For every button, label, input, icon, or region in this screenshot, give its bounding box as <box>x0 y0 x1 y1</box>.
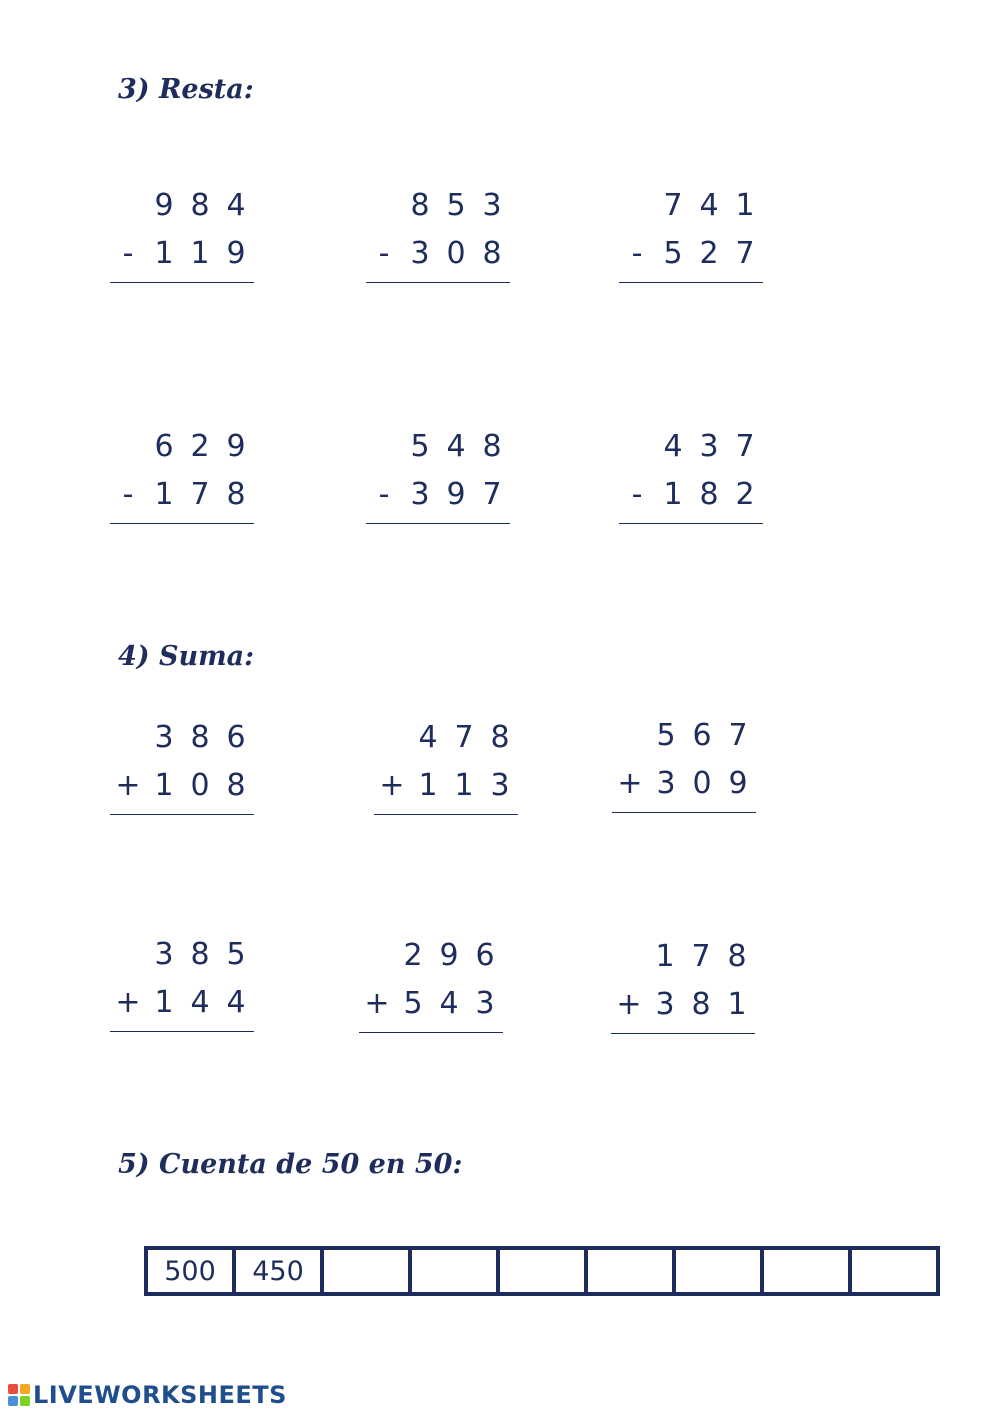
digit: 4 <box>446 429 466 464</box>
digit: 3 <box>410 236 430 271</box>
digit: 8 <box>190 937 210 972</box>
subtraction-problem-6 <box>619 429 763 529</box>
count-cell-answer[interactable] <box>586 1248 674 1294</box>
digit: 4 <box>226 188 246 223</box>
addition-problem-3 <box>612 718 756 818</box>
digit: 8 <box>482 236 502 271</box>
count-cell-answer[interactable] <box>850 1248 938 1294</box>
digit: 1 <box>655 939 675 974</box>
count-cell-answer[interactable] <box>674 1248 762 1294</box>
answer-line <box>366 282 510 283</box>
addition-problem-4 <box>110 937 254 1037</box>
answer-line <box>110 282 254 283</box>
subtraction-problem-5 <box>366 429 510 529</box>
count-cell-filled: 450 <box>234 1248 322 1294</box>
subtraction-problem-2 <box>366 188 510 288</box>
digit: 7 <box>663 188 683 223</box>
brand-name: LIVEWORKSHEETS <box>33 1381 287 1409</box>
digit: 1 <box>154 236 174 271</box>
digit: 2 <box>735 477 755 512</box>
digit: 6 <box>154 429 174 464</box>
digit: 5 <box>446 188 466 223</box>
digit: 4 <box>418 720 438 755</box>
digit: 0 <box>446 236 466 271</box>
answer-line <box>374 814 518 815</box>
cuenta-heading: 5) Cuenta de 50 en 50: <box>118 1149 463 1180</box>
digit: 7 <box>735 236 755 271</box>
plus-sign: + <box>364 986 390 1021</box>
digit: 1 <box>154 768 174 803</box>
digit: 1 <box>154 477 174 512</box>
digit: 1 <box>663 477 683 512</box>
addition-problem-1 <box>110 720 254 820</box>
liveworksheets-logo-icon <box>8 1384 30 1406</box>
digit: 8 <box>482 429 502 464</box>
minus-sign: - <box>122 477 134 512</box>
digit: 4 <box>439 986 459 1021</box>
digit: 4 <box>226 985 246 1020</box>
digit: 5 <box>226 937 246 972</box>
minus-sign: - <box>631 477 643 512</box>
subtraction-problem-1 <box>110 188 254 288</box>
digit: 8 <box>490 720 510 755</box>
digit: 9 <box>446 477 466 512</box>
minus-sign: - <box>378 236 390 271</box>
answer-line <box>359 1032 503 1033</box>
answer-line <box>110 1031 254 1032</box>
suma-heading: 4) Suma: <box>118 641 255 672</box>
answer-line <box>110 523 254 524</box>
answer-line <box>612 812 756 813</box>
digit: 6 <box>692 718 712 753</box>
plus-sign: + <box>115 985 141 1020</box>
digit: 8 <box>410 188 430 223</box>
digit: 4 <box>663 429 683 464</box>
addition-problem-6 <box>611 939 755 1039</box>
subtraction-problem-3 <box>619 188 763 288</box>
digit: 3 <box>699 429 719 464</box>
answer-line <box>366 523 510 524</box>
digit: 8 <box>190 188 210 223</box>
digit: 1 <box>190 236 210 271</box>
digit: 0 <box>692 766 712 801</box>
digit: 5 <box>656 718 676 753</box>
digit: 6 <box>226 720 246 755</box>
digit: 8 <box>226 477 246 512</box>
digit: 8 <box>727 939 747 974</box>
liveworksheets-brand <box>8 1381 287 1409</box>
digit: 9 <box>154 188 174 223</box>
answer-line <box>611 1033 755 1034</box>
answer-line <box>619 282 763 283</box>
digit: 8 <box>691 987 711 1022</box>
digit: 9 <box>226 236 246 271</box>
count-cell-answer[interactable] <box>498 1248 586 1294</box>
digit: 9 <box>226 429 246 464</box>
digit: 4 <box>699 188 719 223</box>
digit: 3 <box>482 188 502 223</box>
digit: 1 <box>418 768 438 803</box>
digit: 3 <box>490 768 510 803</box>
digit: 9 <box>439 938 459 973</box>
answer-line <box>619 523 763 524</box>
digit: 8 <box>699 477 719 512</box>
minus-sign: - <box>378 477 390 512</box>
digit: 8 <box>190 720 210 755</box>
count-sequence-table <box>144 1246 940 1296</box>
count-cell-answer[interactable] <box>322 1248 410 1294</box>
count-cell-answer[interactable] <box>410 1248 498 1294</box>
resta-heading: 3) Resta: <box>118 74 254 105</box>
digit: 5 <box>410 429 430 464</box>
answer-line <box>110 814 254 815</box>
count-cell-answer[interactable] <box>762 1248 850 1294</box>
digit: 3 <box>656 766 676 801</box>
plus-sign: + <box>617 766 643 801</box>
plus-sign: + <box>616 987 642 1022</box>
digit: 0 <box>190 768 210 803</box>
digit: 2 <box>403 938 423 973</box>
count-cell-filled: 500 <box>146 1248 234 1294</box>
addition-problem-5 <box>359 938 503 1038</box>
digit: 9 <box>728 766 748 801</box>
digit: 7 <box>728 718 748 753</box>
addition-problem-2 <box>374 720 518 820</box>
digit: 8 <box>226 768 246 803</box>
digit: 6 <box>475 938 495 973</box>
digit: 7 <box>735 429 755 464</box>
digit: 3 <box>154 720 174 755</box>
digit: 5 <box>663 236 683 271</box>
minus-sign: - <box>631 236 643 271</box>
digit: 1 <box>454 768 474 803</box>
subtraction-problem-4 <box>110 429 254 529</box>
digit: 4 <box>190 985 210 1020</box>
digit: 7 <box>482 477 502 512</box>
digit: 3 <box>475 986 495 1021</box>
plus-sign: + <box>379 768 405 803</box>
digit: 2 <box>190 429 210 464</box>
digit: 7 <box>691 939 711 974</box>
plus-sign: + <box>115 768 141 803</box>
digit: 1 <box>735 188 755 223</box>
digit: 1 <box>154 985 174 1020</box>
digit: 3 <box>410 477 430 512</box>
digit: 5 <box>403 986 423 1021</box>
digit: 7 <box>454 720 474 755</box>
digit: 3 <box>154 937 174 972</box>
digit: 7 <box>190 477 210 512</box>
digit: 3 <box>655 987 675 1022</box>
minus-sign: - <box>122 236 134 271</box>
digit: 1 <box>727 987 747 1022</box>
digit: 2 <box>699 236 719 271</box>
